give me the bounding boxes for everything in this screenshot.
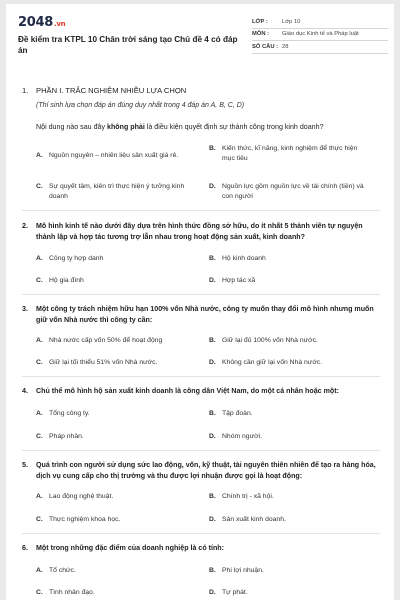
option-letter: A. xyxy=(36,410,43,417)
option-letter: B. xyxy=(209,567,216,574)
meta-value: 28 xyxy=(282,43,289,50)
option-a[interactable] xyxy=(36,409,201,419)
question-emphasis: không phải xyxy=(107,123,145,131)
option-c[interactable] xyxy=(36,182,201,201)
question-text: Nội dung nào sau đây xyxy=(36,123,107,131)
option-b[interactable] xyxy=(209,336,369,346)
divider xyxy=(22,450,380,451)
option-b[interactable] xyxy=(209,254,369,264)
option-text: Giữ lại tối thiểu 51% vốn Nhà nước. xyxy=(49,359,158,366)
option-d[interactable] xyxy=(209,182,369,201)
option-letter: D. xyxy=(209,277,216,284)
option-letter: B. xyxy=(209,337,216,344)
question-number: 3. xyxy=(22,304,28,313)
meta-row-class xyxy=(252,16,388,29)
option-letter: A. xyxy=(36,152,43,159)
question-4-text: Chủ thể mô hình hộ sản xuất kinh doanh là công dân Việt Nam, do một cá nhân hoặc một: xyxy=(36,387,339,395)
option-letter: C. xyxy=(36,589,43,596)
question-6-text: Một trong những đặc điểm của doanh nghiệp là có tính: xyxy=(36,544,224,552)
section-heading xyxy=(22,86,186,95)
option-letter: D. xyxy=(209,359,216,366)
option-a[interactable] xyxy=(36,492,201,502)
option-text: Phi lợi nhuận. xyxy=(222,567,264,574)
meta-key: LỚP : xyxy=(252,18,268,25)
meta-row-count xyxy=(252,41,388,54)
question-text: là điều kiện quyết định sự thành công trong kinh doanh? xyxy=(144,123,324,131)
option-text: Nhóm người. xyxy=(222,433,262,440)
option-letter: B. xyxy=(209,145,216,152)
option-text: Công ty hợp danh xyxy=(49,255,104,262)
question-5-text: Quá trình con người sử dụng sức lao động, vốn, kỹ thuật, tài nguyên thiên nhiên để tạo ra hàng hóa, dịch vụ cung cấp cho thị trường và thu được lợi nhuận được gọi là hoạt động: xyxy=(36,461,376,480)
divider xyxy=(22,376,380,377)
option-text: Hộ gia đình xyxy=(49,277,84,284)
question-number: 5. xyxy=(22,460,28,469)
option-letter: B. xyxy=(209,410,216,417)
page-header xyxy=(6,4,394,66)
option-c[interactable] xyxy=(36,432,201,442)
option-text: Chính trị - xã hội. xyxy=(222,493,274,500)
divider xyxy=(22,533,380,534)
option-a[interactable] xyxy=(36,336,201,346)
option-text: Thực nghiệm khoa học. xyxy=(49,516,121,523)
question-3-text: Một công ty trách nhiệm hữu hạn 100% vốn Nhà nước, công ty muốn thay đổi mô hình nhưng muốn giữ vốn Nhà nước thì công ty cần: xyxy=(36,305,374,324)
option-text: Kiến thức, kĩ năng, kinh nghiệm để thực hiện mục tiêu xyxy=(222,145,358,162)
option-letter: B. xyxy=(209,255,216,262)
meta-row-subject xyxy=(252,29,388,42)
option-letter: A. xyxy=(36,337,43,344)
option-b[interactable] xyxy=(209,492,369,502)
meta-value: Giáo dục Kinh tế và Pháp luật xyxy=(282,31,359,38)
option-letter: D. xyxy=(209,589,216,596)
option-d[interactable] xyxy=(209,432,369,442)
question-2-text: Mô hình kinh tế nào dưới đây dựa trên hình thức đồng sở hữu, do ít nhất 5 thành viên tự nguyện thành lập và hợp tác tương trợ lẫn nhau trong hoạt động sản xuất, kinh doanh? xyxy=(36,222,363,241)
option-d[interactable] xyxy=(209,358,369,368)
instruction-text: (Thí sinh lựa chọn đáp án đúng duy nhất trong 4 đáp án A, B, C, D) xyxy=(36,102,245,109)
option-c[interactable] xyxy=(36,358,201,368)
logo-text: 2048 xyxy=(18,15,53,30)
option-letter: C. xyxy=(36,277,43,284)
option-text: Hợp tác xã xyxy=(222,277,256,284)
option-c[interactable] xyxy=(36,588,201,598)
divider xyxy=(22,210,380,211)
question-number: 4. xyxy=(22,386,28,395)
document-page xyxy=(6,4,394,600)
option-text: Hộ kinh doanh xyxy=(222,255,266,262)
section-number: 1. xyxy=(22,86,29,95)
question-number: 6. xyxy=(22,543,28,552)
site-logo[interactable] xyxy=(18,15,65,30)
option-d[interactable] xyxy=(209,588,369,598)
option-letter: D. xyxy=(209,516,216,523)
option-text: Sản xuất kinh doanh. xyxy=(222,516,286,523)
option-letter: D. xyxy=(209,183,216,190)
option-letter: A. xyxy=(36,567,43,574)
option-c[interactable] xyxy=(36,276,201,286)
option-c[interactable] xyxy=(36,515,201,525)
option-text: Sự quyết tâm, kiên trì thực hiện ý tưởng kinh doanh xyxy=(49,183,185,200)
divider xyxy=(22,294,380,295)
option-letter: C. xyxy=(36,516,43,523)
question-number: 2. xyxy=(22,221,28,230)
option-letter: C. xyxy=(36,183,43,190)
option-text: Không cần giữ lại vốn Nhà nước. xyxy=(222,359,323,366)
option-text: Tình nhân đạo. xyxy=(49,589,95,596)
section-title: PHẦN I. TRẮC NGHIỆM NHIỀU LỰA CHỌN xyxy=(36,86,187,95)
option-b[interactable] xyxy=(209,144,369,163)
option-b[interactable] xyxy=(209,409,369,419)
option-letter: B. xyxy=(209,493,216,500)
meta-key: SỐ CÂU : xyxy=(252,43,279,50)
option-letter: C. xyxy=(36,433,43,440)
option-b[interactable] xyxy=(209,566,369,576)
option-text: Giữ lại đủ 100% vốn Nhà nước. xyxy=(222,337,318,344)
option-d[interactable] xyxy=(209,276,369,286)
logo-suffix: .vn xyxy=(53,20,66,28)
exam-meta xyxy=(252,16,388,54)
option-text: Lao động nghệ thuật. xyxy=(49,493,114,500)
option-a[interactable] xyxy=(36,566,201,576)
question-1-text xyxy=(36,122,376,133)
option-a[interactable] xyxy=(36,151,206,161)
option-letter: C. xyxy=(36,359,43,366)
option-text: Tập đoàn. xyxy=(222,410,253,417)
option-text: Tổng công ty. xyxy=(49,410,90,417)
option-letter: D. xyxy=(209,433,216,440)
exam-title: Đề kiểm tra KTPL 10 Chân trời sáng tạo Chủ đề 4 có đáp án xyxy=(18,35,238,55)
option-d[interactable] xyxy=(209,515,369,525)
option-text: Nguồn lực gồm nguồn lực về tài chính (tiền) và con người xyxy=(222,183,364,200)
option-text: Pháp nhân. xyxy=(49,433,84,440)
meta-value: Lớp 10 xyxy=(282,18,301,25)
option-text: Tự phát. xyxy=(222,589,248,596)
option-a[interactable] xyxy=(36,254,201,264)
option-text: Nhà nước cấp vốn 50% để hoạt động xyxy=(49,337,163,344)
meta-key: MÔN : xyxy=(252,31,270,38)
option-text: Nguồn nguyên – nhiên liệu sản xuất giá rẻ. xyxy=(49,152,179,159)
option-letter: A. xyxy=(36,493,43,500)
option-text: Tổ chức. xyxy=(49,567,76,574)
option-letter: A. xyxy=(36,255,43,262)
